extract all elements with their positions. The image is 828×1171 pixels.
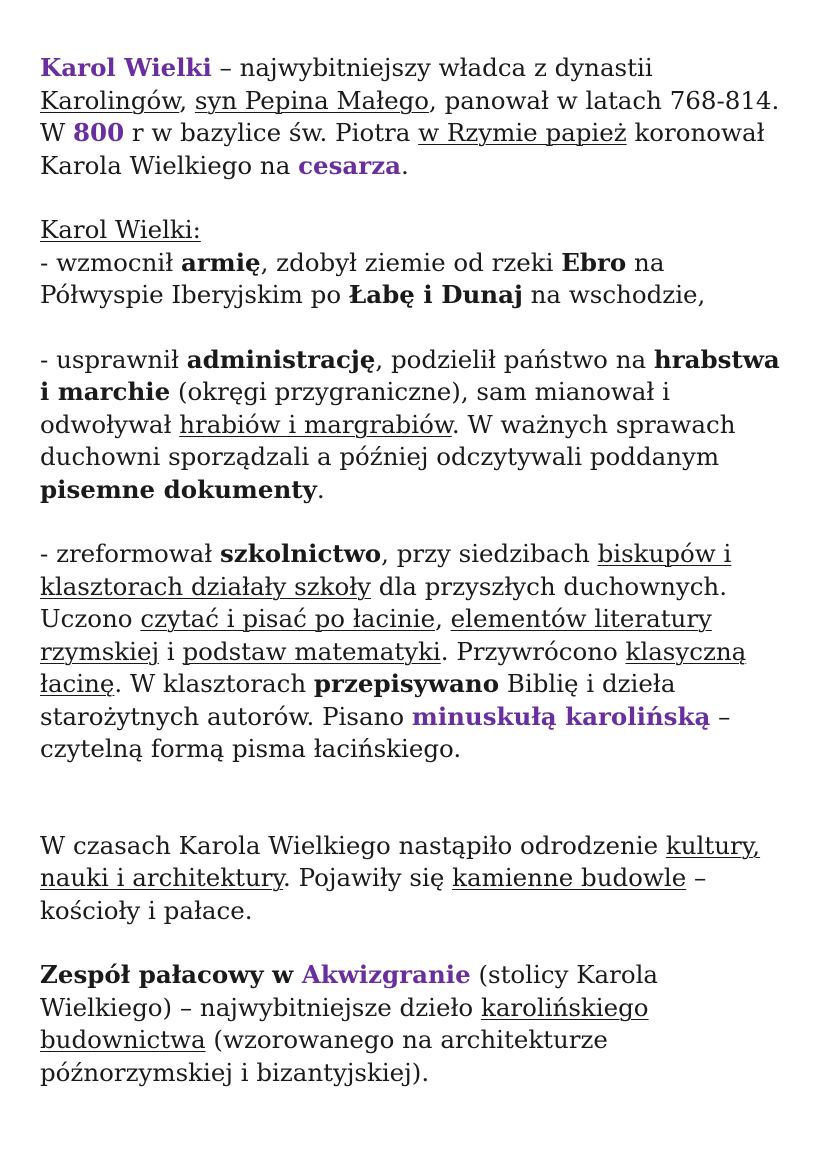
text-run: . W klasztorach bbox=[114, 669, 314, 698]
text-run: W czasach Karola Wielkiego nastąpiło odrodzenie bbox=[40, 830, 666, 860]
text-run: , bbox=[435, 604, 451, 633]
text-run: koronował Karola Wielkiego na bbox=[40, 118, 765, 180]
spacer bbox=[40, 927, 792, 959]
text-run: Biblię i dzieła starożytnych autorów. Pisano bbox=[40, 669, 676, 731]
text-run: (stolicy Karola Wielkiego) – najwybitniejsze dzieło bbox=[40, 960, 659, 1022]
education-term: szkolnictwo bbox=[220, 539, 382, 568]
text-run: – kościoły i pałace. bbox=[40, 863, 707, 925]
stone-buildings-term: kamienne budowle bbox=[452, 863, 687, 892]
text-run: , przy siedzibach bbox=[381, 539, 598, 568]
ebro-term: Ebro bbox=[561, 247, 627, 277]
karol-wielki-term: Karol Wielki bbox=[40, 53, 212, 82]
spacer bbox=[40, 506, 792, 538]
text-run: dla przyszłych duchownych. Uczono bbox=[40, 571, 727, 633]
culture-term: kultury, nauki i architektury bbox=[40, 830, 761, 892]
documents-term: pisemne dokumenty bbox=[40, 474, 317, 504]
text-run: (wzorowanego na architekturze późnorzymskiej i bizantyjskiej). bbox=[40, 1025, 608, 1087]
carolingian-architecture-term: karolińskiego budownictwa bbox=[40, 992, 649, 1054]
math-term: podstaw matematyki bbox=[182, 636, 441, 666]
text-run: na wschodzie, bbox=[522, 280, 706, 309]
karolingow-term: Karolingów bbox=[40, 85, 180, 115]
year-800-term: 800 bbox=[72, 118, 125, 147]
counts-term: hrabiów i margrabiów bbox=[179, 409, 452, 439]
intro-paragraph bbox=[40, 52, 792, 182]
classical-latin-term: klasyczną łacinę bbox=[40, 636, 747, 698]
administration-term: administrację bbox=[186, 344, 376, 374]
spacer bbox=[40, 312, 792, 344]
text-run: (okręgi przygraniczne), sam mianował i odwoływał bbox=[40, 377, 670, 439]
palace-paragraph bbox=[40, 959, 792, 1089]
copying-term: przepisywano bbox=[313, 669, 500, 698]
literature-term: elementów literatury rzymskiej bbox=[40, 604, 712, 666]
palace-term: Zespół pałacowy w bbox=[40, 960, 302, 989]
education-paragraph bbox=[40, 538, 792, 766]
rome-pope-term: w Rzymie papież bbox=[418, 118, 627, 147]
text-run: , zdobył ziemie od rzeki bbox=[260, 247, 562, 277]
laba-dunaj-term: Łabę i Dunaj bbox=[348, 280, 523, 309]
text-run: . bbox=[400, 150, 409, 180]
minuscule-term: minuskułą karolińską bbox=[411, 701, 711, 731]
text-run: – czytelną formą pisma łacińskiego. bbox=[40, 701, 731, 763]
text-run: , bbox=[179, 85, 195, 115]
text-run: , panował w latach 768-814. W bbox=[40, 85, 780, 147]
text-run: - wzmocnił bbox=[40, 247, 181, 277]
latin-reading-term: czytać i pisać po łacinie bbox=[140, 604, 436, 633]
text-run: . Pojawiły się bbox=[283, 863, 453, 892]
culture-paragraph bbox=[40, 830, 792, 928]
pepin-term: syn Pepina Małego bbox=[194, 85, 430, 115]
spacer bbox=[40, 766, 792, 830]
army-paragraph bbox=[40, 214, 792, 312]
text-run: . bbox=[316, 474, 325, 504]
text-run: . W ważnych sprawach duchowni sporządzali a później odczytywali poddanym bbox=[40, 409, 736, 471]
text-run: r w bazylice św. Piotra bbox=[124, 118, 419, 147]
text-run: . Przywrócono bbox=[440, 636, 626, 666]
administration-paragraph bbox=[40, 344, 792, 507]
aachen-term: Akwizgranie bbox=[301, 960, 471, 989]
text-run: na Półwyspie Iberyjskim po bbox=[40, 247, 665, 309]
text-run: - usprawnił bbox=[40, 344, 187, 374]
section-heading: Karol Wielki: bbox=[40, 215, 201, 244]
text-run: , podzielił państwo na bbox=[375, 344, 654, 374]
text-run: i bbox=[159, 636, 183, 666]
schools-term: biskupów i klasztorach działały szkoły bbox=[40, 539, 732, 601]
text-run: - zreformował bbox=[40, 539, 221, 568]
text-run: – najwybitniejszy władca z dynastii bbox=[211, 53, 653, 82]
emperor-term: cesarza bbox=[298, 150, 401, 180]
army-term: armię bbox=[181, 247, 261, 277]
spacer bbox=[40, 182, 792, 214]
counties-term: hrabstwa i marchie bbox=[40, 344, 780, 406]
